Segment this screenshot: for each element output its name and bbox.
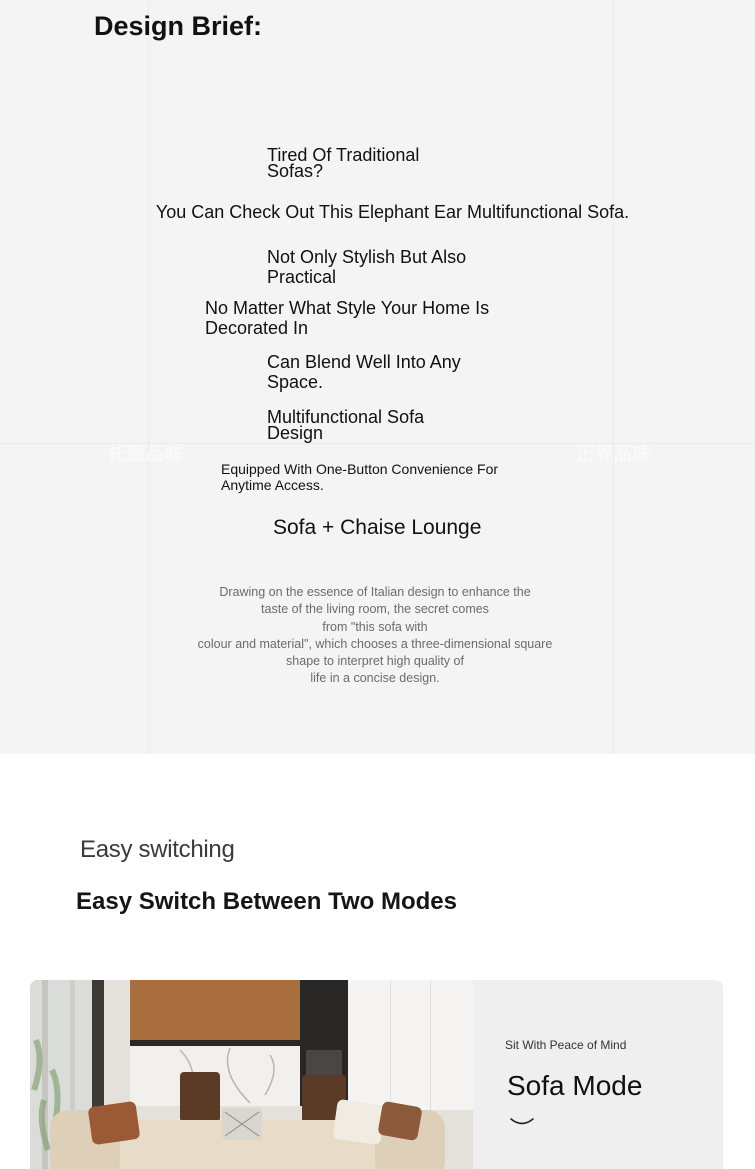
- description-line: life in a concise design.: [310, 671, 440, 686]
- sofa-mode-text: [473, 980, 723, 1169]
- watermark-text: 正界品味: [576, 444, 652, 464]
- chevron-down-icon[interactable]: [509, 1116, 535, 1130]
- brief-line: Sofa + Chaise Lounge: [273, 516, 482, 539]
- brief-line: Tired Of Traditional Sofas?: [267, 145, 420, 181]
- easy-switching-label: Easy switching: [80, 836, 235, 863]
- sofa-mode-card: [30, 980, 723, 1169]
- brief-line: You Can Check Out This Elephant Ear Multifunctional Sofa.: [155, 202, 630, 222]
- design-description: [160, 584, 590, 688]
- sofa-photo: [30, 980, 473, 1169]
- description-line: Drawing on the essence of Italian design to enhance the: [219, 585, 531, 599]
- watermark-text: 托腮品味: [108, 444, 184, 464]
- brief-line: Can Blend Well Into Any Space.: [267, 352, 461, 392]
- mode-title: Sofa Mode: [507, 1070, 643, 1101]
- two-modes-heading: Easy Switch Between Two Modes: [76, 888, 457, 915]
- description-line: taste of the living room, the secret comes: [261, 602, 489, 617]
- description-line: from "this sofa with: [322, 619, 428, 634]
- mode-kicker: Sit With Peace of Mind: [505, 1038, 627, 1052]
- brief-line: Equipped With One-Button Convenience For Anytime Access.: [221, 461, 499, 493]
- grid-line: [613, 0, 614, 754]
- design-brief-heading: Design Brief:: [94, 11, 263, 41]
- description-line: colour and material", which chooses a three-dimensional square: [197, 636, 553, 651]
- brief-line: Multifunctional Sofa Design: [267, 407, 425, 443]
- living-room-illustration: [30, 980, 473, 1169]
- grid-line: [148, 0, 149, 754]
- brief-line: No Matter What Style Your Home Is Decorated In: [205, 298, 490, 338]
- brief-line: Not Only Stylish But Also Practical: [267, 247, 467, 287]
- description-line: shape to interpret high quality of: [286, 654, 464, 669]
